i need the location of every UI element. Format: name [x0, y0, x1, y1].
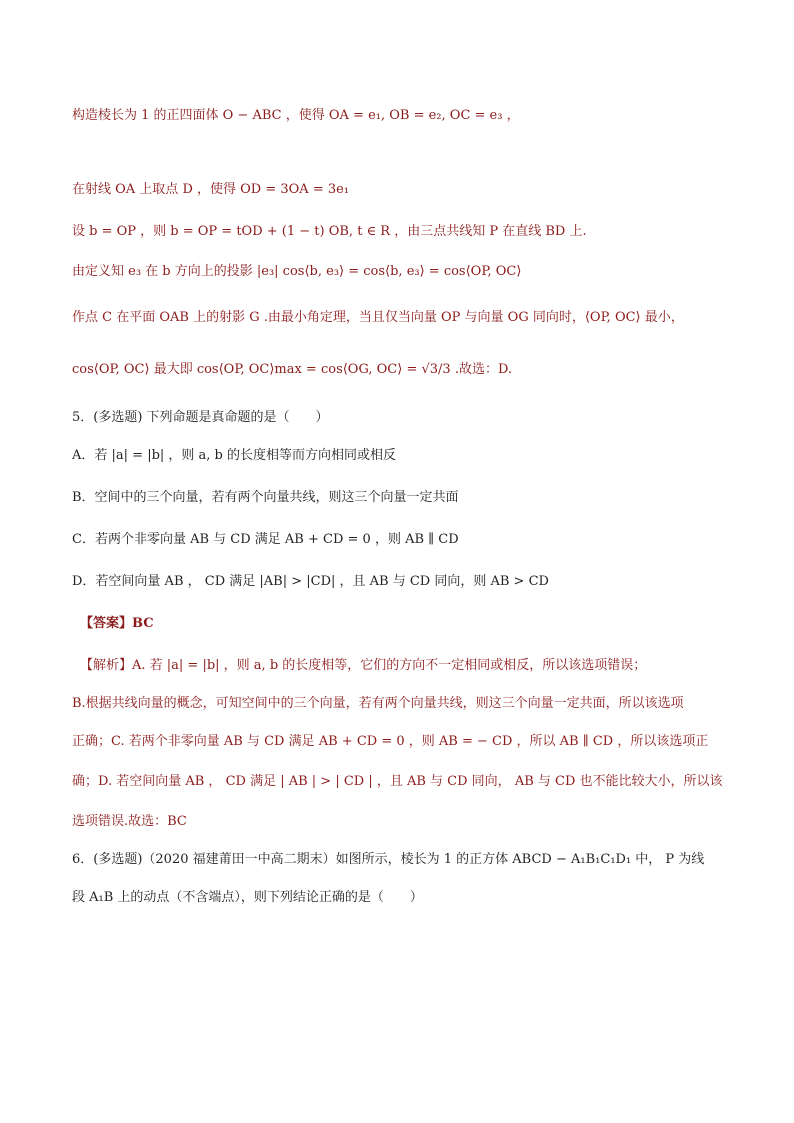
solution-line-2: 在射线 OA 上取点 D ，使得 OD = 3OA = 3e₁	[72, 182, 350, 197]
question-6-stem-line-2: 段 A₁B 上的动点（不含端点），则下列结论正确的是（ ）	[72, 890, 423, 905]
analysis-line-1: 【解析】A. 若 |a| = |b| ，则 a, b 的长度相等，它们的方向不一定相同或相反，所以该选项错误；	[80, 658, 647, 673]
solution-line-4: 由定义知 e₃ 在 b 方向上的投影 |e₃| cos⟨b, e₃⟩ = cos⟨b, e₃⟩ = cos⟨OP, OC⟩	[72, 264, 522, 279]
question-5-stem: 5．(多选题) 下列命题是真命题的是（ ）	[72, 410, 329, 425]
question-6-stem-line-1: 6．(多选题)（2020 福建莆田一中高二期末）如图所示，棱长为 1 的正方体 ABCD − A₁B₁C₁D₁ 中， P 为线	[72, 852, 705, 867]
solution-line-5: 作点 C 在平面 OAB 上的射影 G .由最小角定理，当且仅当向量 OP 与向量 OG 同向时，⟨OP, OC⟩ 最小，	[72, 310, 684, 325]
question-5-option-b: B．空间中的三个向量，若有两个向量共线，则这三个向量一定共面	[72, 490, 459, 505]
question-5-option-c: C．若两个非零向量 AB 与 CD 满足 AB + CD = 0 ，则 AB ∥ CD	[72, 532, 459, 547]
analysis-line-5: 选项错误.故选：BC	[72, 814, 187, 829]
answer-label: 【答案】BC	[80, 616, 154, 631]
analysis-line-2: B.根据共线向量的概念，可知空间中的三个向量，若有两个向量共线，则这三个向量一定共面，所以该选项	[72, 696, 684, 711]
solution-line-6: cos⟨OP, OC⟩ 最大即 cos⟨OP, OC⟩max = cos⟨OG, OC⟩ = √3/3 .故选：D.	[72, 362, 513, 377]
question-5-option-d: D．若空间向量 AB ， CD 满足 |AB| > |CD| ，且 AB 与 CD 同向，则 AB > CD	[72, 574, 549, 589]
analysis-line-4: 确；D. 若空间向量 AB ， CD 满足 | AB | > | CD | ，且 AB 与 CD 同向， AB 与 CD 也不能比较大小，所以该	[72, 774, 723, 789]
question-5-option-a: A．若 |a| = |b| ，则 a, b 的长度相等而方向相同或相反	[72, 448, 397, 463]
solution-line-3: 设 b = OP ，则 b = OP = tOD + (1 − t) OB, t ∈ R ，由三点共线知 P 在直线 BD 上.	[72, 224, 587, 239]
solution-line-1: 构造棱长为 1 的正四面体 O − ABC ，使得 OA = e₁, OB = e₂, OC = e₃ ，	[72, 108, 520, 123]
analysis-line-3: 正确；C. 若两个非零向量 AB 与 CD 满足 AB + CD = 0 ，则 AB = − CD ，所以 AB ∥ CD ，所以该选项正	[72, 734, 709, 749]
